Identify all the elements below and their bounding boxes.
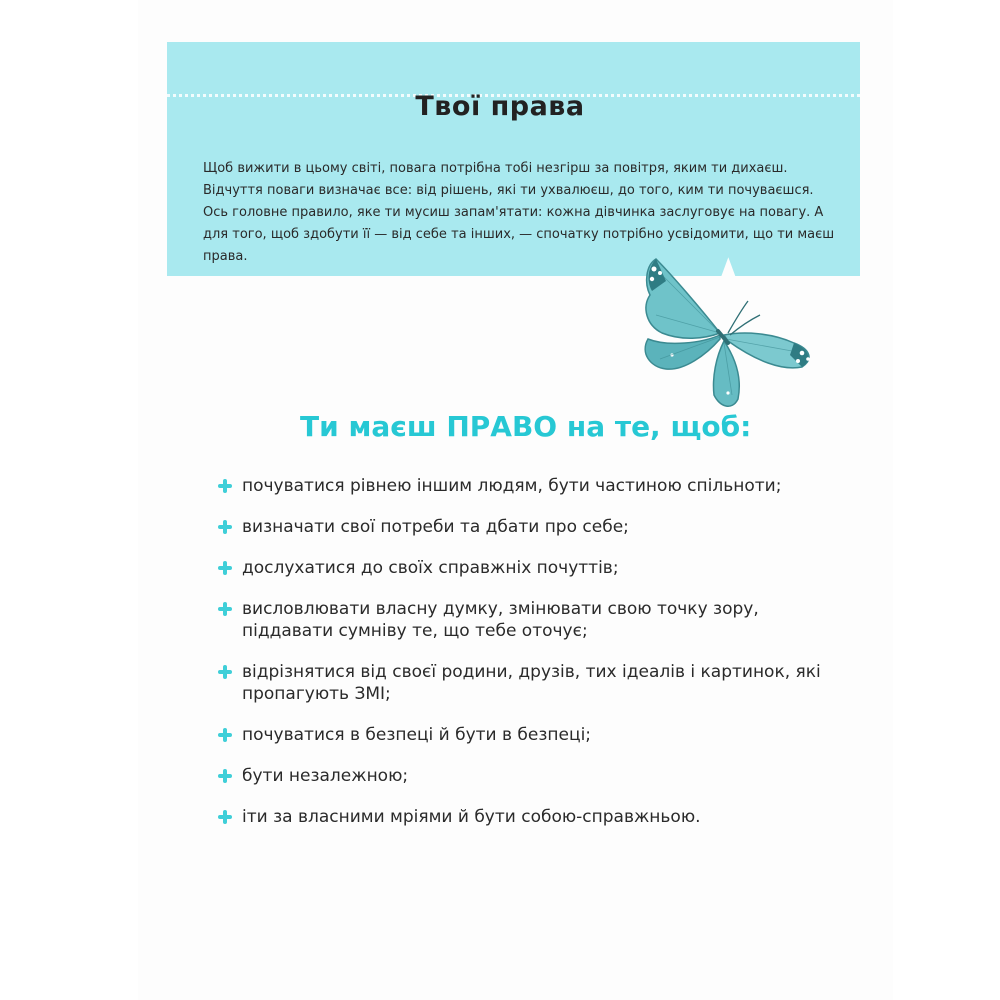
plus-icon (218, 479, 232, 493)
list-item-text: бути незалежною; (242, 766, 409, 786)
list-item-text: іти за власними мріями й бути собою-справжньою. (242, 807, 701, 827)
plus-icon (218, 810, 232, 824)
list-item (218, 557, 838, 579)
section-title: Твої права (415, 91, 585, 122)
list-item (218, 661, 838, 705)
list-item-text: почуватися в безпеці й бути в безпеці; (242, 725, 592, 745)
plus-icon (218, 769, 232, 783)
list-item-text: визначати свої потреби та дбати про себе; (242, 517, 629, 537)
intro-paragraph: Щоб вижити в цьому світі, повага потрібна тобі незгірш за повітря, яким ти дихаєш. Відчуття поваги визначає все: від рішень, які ти ухвалюєш, до того, ким ти почуваєшся. Ось головне правило, яке ти мусиш запам'ятати: кожна дівчинка заслуговує на повагу. А для того, щоб здобути її — від себе та інших, — спочатку потрібно усвідомити, що ти маєш права. (203, 161, 835, 264)
list-item (218, 598, 838, 642)
rights-heading: Ти маєш ПРАВО на те, щоб: (300, 410, 752, 443)
list-item (218, 475, 838, 497)
list-item-text: висловлювати власну думку, змінювати свою точку зору, піддавати сумніву те, що тебе оточує; (242, 599, 759, 641)
rights-list (218, 475, 838, 847)
plus-icon (218, 602, 232, 616)
plus-icon (218, 728, 232, 742)
plus-icon (218, 665, 232, 679)
list-item-text: почуватися рівнею іншим людям, бути частиною спільноти; (242, 476, 782, 496)
list-item (218, 806, 838, 828)
plus-icon (218, 520, 232, 534)
plus-icon (218, 561, 232, 575)
list-item (218, 765, 838, 787)
list-item (218, 516, 838, 538)
list-item-text: відрізнятися від своєї родини, друзів, тих ідеалів і картинок, які пропагують ЗМІ; (242, 662, 821, 704)
list-item (218, 724, 838, 746)
butterfly-icon (632, 255, 817, 415)
list-item-text: дослухатися до своїх справжніх почуттів; (242, 558, 619, 578)
